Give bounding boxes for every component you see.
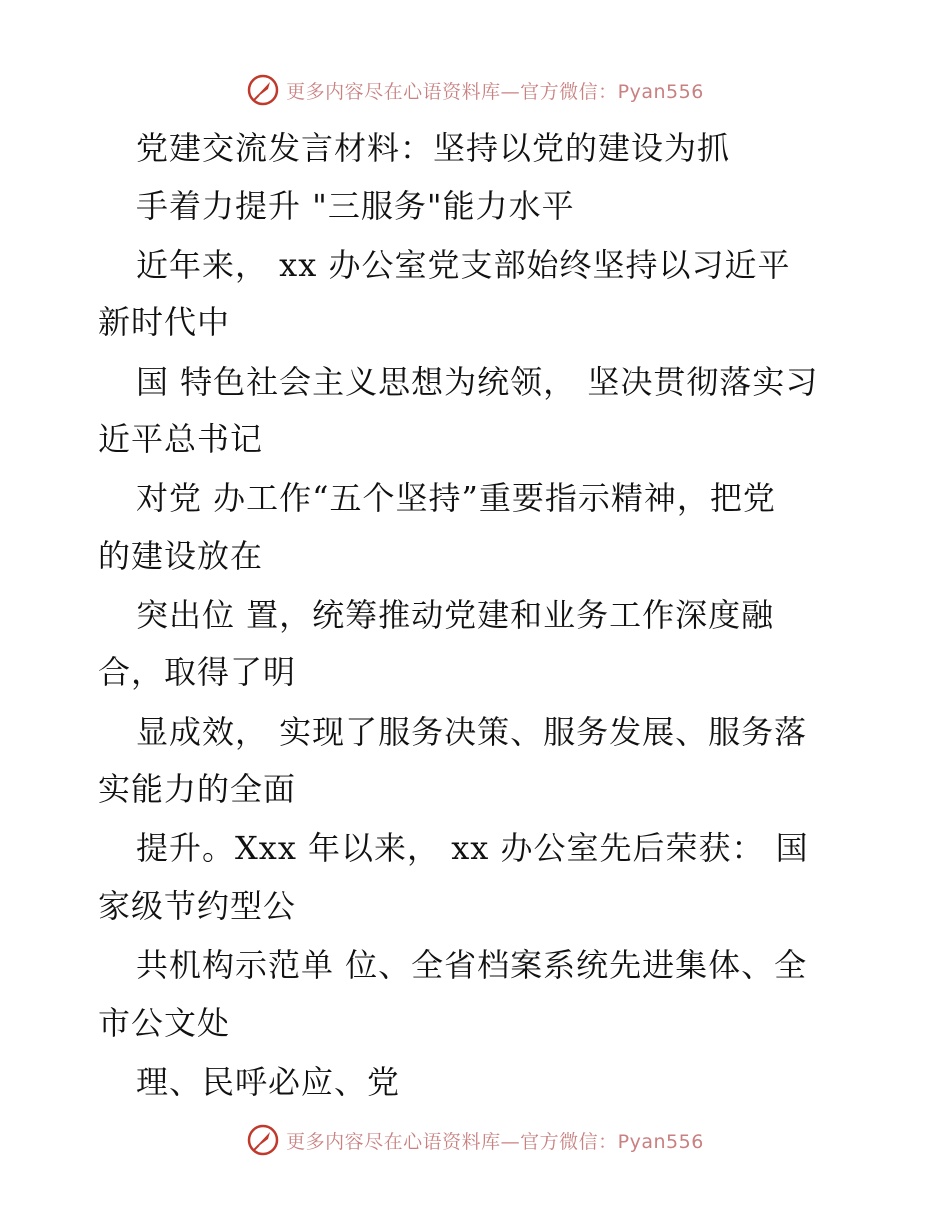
text-line: 实能力的全面 xyxy=(98,770,297,808)
footer-banner xyxy=(0,1120,950,1160)
text-line: 市公文处 xyxy=(98,1004,231,1042)
text-line: 显成效， 实现了服务决策、服务发展、服务落 xyxy=(136,713,808,751)
footer-banner-wechat: 官方微信：Pyan556 xyxy=(520,1130,704,1153)
footer-banner-title: 更多内容尽在心语资料库 xyxy=(286,1130,501,1153)
text-line: 手着力提升 "三服务"能力水平 xyxy=(136,187,575,225)
text-line: 党建交流发言材料：坚持以党的建设为抓 xyxy=(136,129,731,167)
quill-logo-icon xyxy=(246,73,280,107)
text-line: 对党 办工作“五个坚持”重要指示精神，把党 xyxy=(136,479,776,517)
text-line: 新时代中 xyxy=(98,303,231,341)
text-line: 理、民呼必应、党 xyxy=(136,1063,401,1101)
text-line: 共机构示范单 位、全省档案系统先进集体、全 xyxy=(136,946,808,984)
header-banner-text xyxy=(286,77,704,104)
text-line: 近平总书记 xyxy=(98,420,264,458)
quill-logo-icon xyxy=(246,1123,280,1157)
footer-banner-text xyxy=(286,1127,704,1154)
text-line: 的建设放在 xyxy=(98,537,264,575)
text-line: 家级节约型公 xyxy=(98,887,297,925)
text-line: 国 特色社会主义思想为统领， 坚决贯彻落实习 xyxy=(136,363,819,401)
text-line: 提升。Xxx 年以来， xx 办公室先后荣获： 国 xyxy=(136,829,809,867)
text-line: 突出位 置，统筹推动党建和业务工作深度融 xyxy=(136,596,775,634)
header-banner-title: 更多内容尽在心语资料库 xyxy=(286,80,501,103)
text-line: 近年来， xx 办公室党支部始终坚持以习近平 xyxy=(136,246,791,284)
header-banner-separator: — xyxy=(500,80,521,103)
text-line: 合，取得了明 xyxy=(98,653,297,691)
header-banner-wechat: 官方微信：Pyan556 xyxy=(520,80,704,103)
header-banner xyxy=(0,70,950,110)
footer-banner-separator: — xyxy=(500,1130,521,1153)
